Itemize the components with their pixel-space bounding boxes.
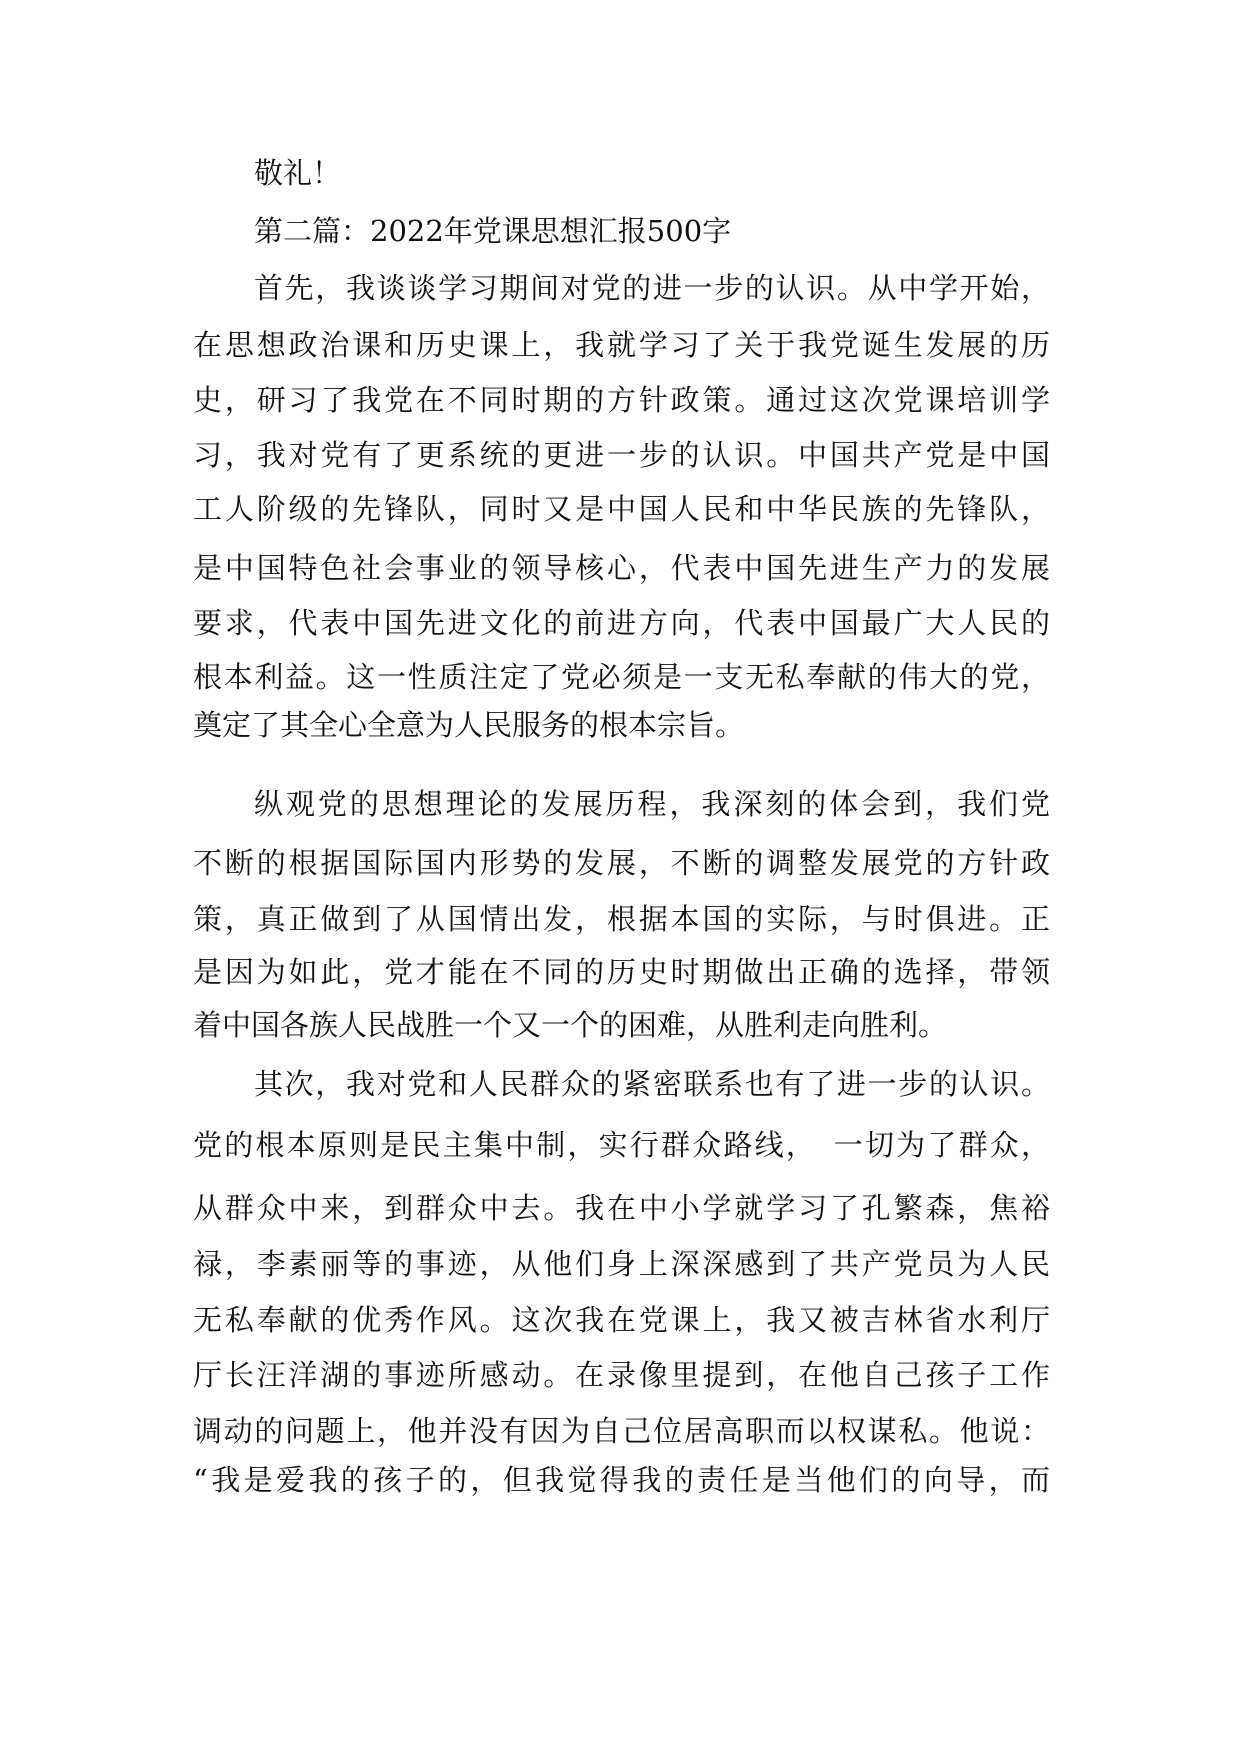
paragraph-line: 史，研习了我党在不同时期的方针政策。通过这次党课培训学 [193, 383, 1050, 417]
paragraph-line: 根本利益。这一性质注定了党必须是一支无私奉献的伟大的党， [193, 660, 1050, 694]
paragraph-line: 策，真正做到了从国情出发，根据本国的实际，与时俱进。正 [193, 902, 1050, 936]
paragraph-line: 习，我对党有了更系统的更进一步的认识。中国共产党是中国 [193, 438, 1050, 472]
paragraph-line: “我是爱我的孩子的，但我觉得我的责任是当他们的向导，而 [193, 1463, 1050, 1497]
paragraph-line: 党的根本原则是民主集中制，实行群众路线， 一切为了群众， [193, 1128, 1050, 1162]
paragraph-line: 着中国各族人民战胜一个又一个的困难，从胜利走向胜利。 [193, 1008, 948, 1042]
paragraph-line: 在思想政治课和历史课上，我就学习了关于我党诞生发展的历 [193, 328, 1050, 362]
paragraph-line: 工人阶级的先锋队，同时又是中国人民和中华民族的先锋队， [193, 492, 1050, 526]
paragraph-line: 无私奉献的优秀作风。这次我在党课上，我又被吉林省水利厅 [193, 1303, 1050, 1337]
paragraph-line: 不断的根据国际国内形势的发展，不断的调整发展党的方针政 [193, 846, 1050, 880]
paragraph-line: 其次，我对党和人民群众的紧密联系也有了进一步的认识。 [254, 1067, 1050, 1101]
closing-line: 敬礼！ [254, 156, 342, 190]
paragraph-line: 是因为如此，党才能在不同的历史时期做出正确的选择，带领 [193, 955, 1050, 989]
paragraph-line: 从群众中来，到群众中去。我在中小学就学习了孔繁森，焦裕 [193, 1191, 1050, 1225]
paragraph-line: 是中国特色社会事业的领导核心，代表中国先进生产力的发展 [193, 551, 1050, 585]
paragraph-line: 奠定了其全心全意为人民服务的根本宗旨。 [193, 708, 745, 742]
paragraph-line: 首先，我谈谈学习期间对党的进一步的认识。从中学开始， [254, 271, 1050, 305]
paragraph-line: 调动的问题上，他并没有因为自己位居高职而以权谋私。他说： [193, 1414, 1050, 1448]
section-heading: 第二篇：2022年党课思想汇报500字 [254, 214, 732, 248]
paragraph-line: 纵观党的思想理论的发展历程，我深刻的体会到，我们党 [254, 787, 1050, 821]
paragraph-line: 要求，代表中国先进文化的前进方向，代表中国最广大人民的 [193, 606, 1050, 640]
paragraph-line: 禄，李素丽等的事迹，从他们身上深深感到了共产党员为人民 [193, 1247, 1050, 1281]
paragraph-line: 厅长汪洋湖的事迹所感动。在录像里提到，在他自己孩子工作 [193, 1358, 1050, 1392]
